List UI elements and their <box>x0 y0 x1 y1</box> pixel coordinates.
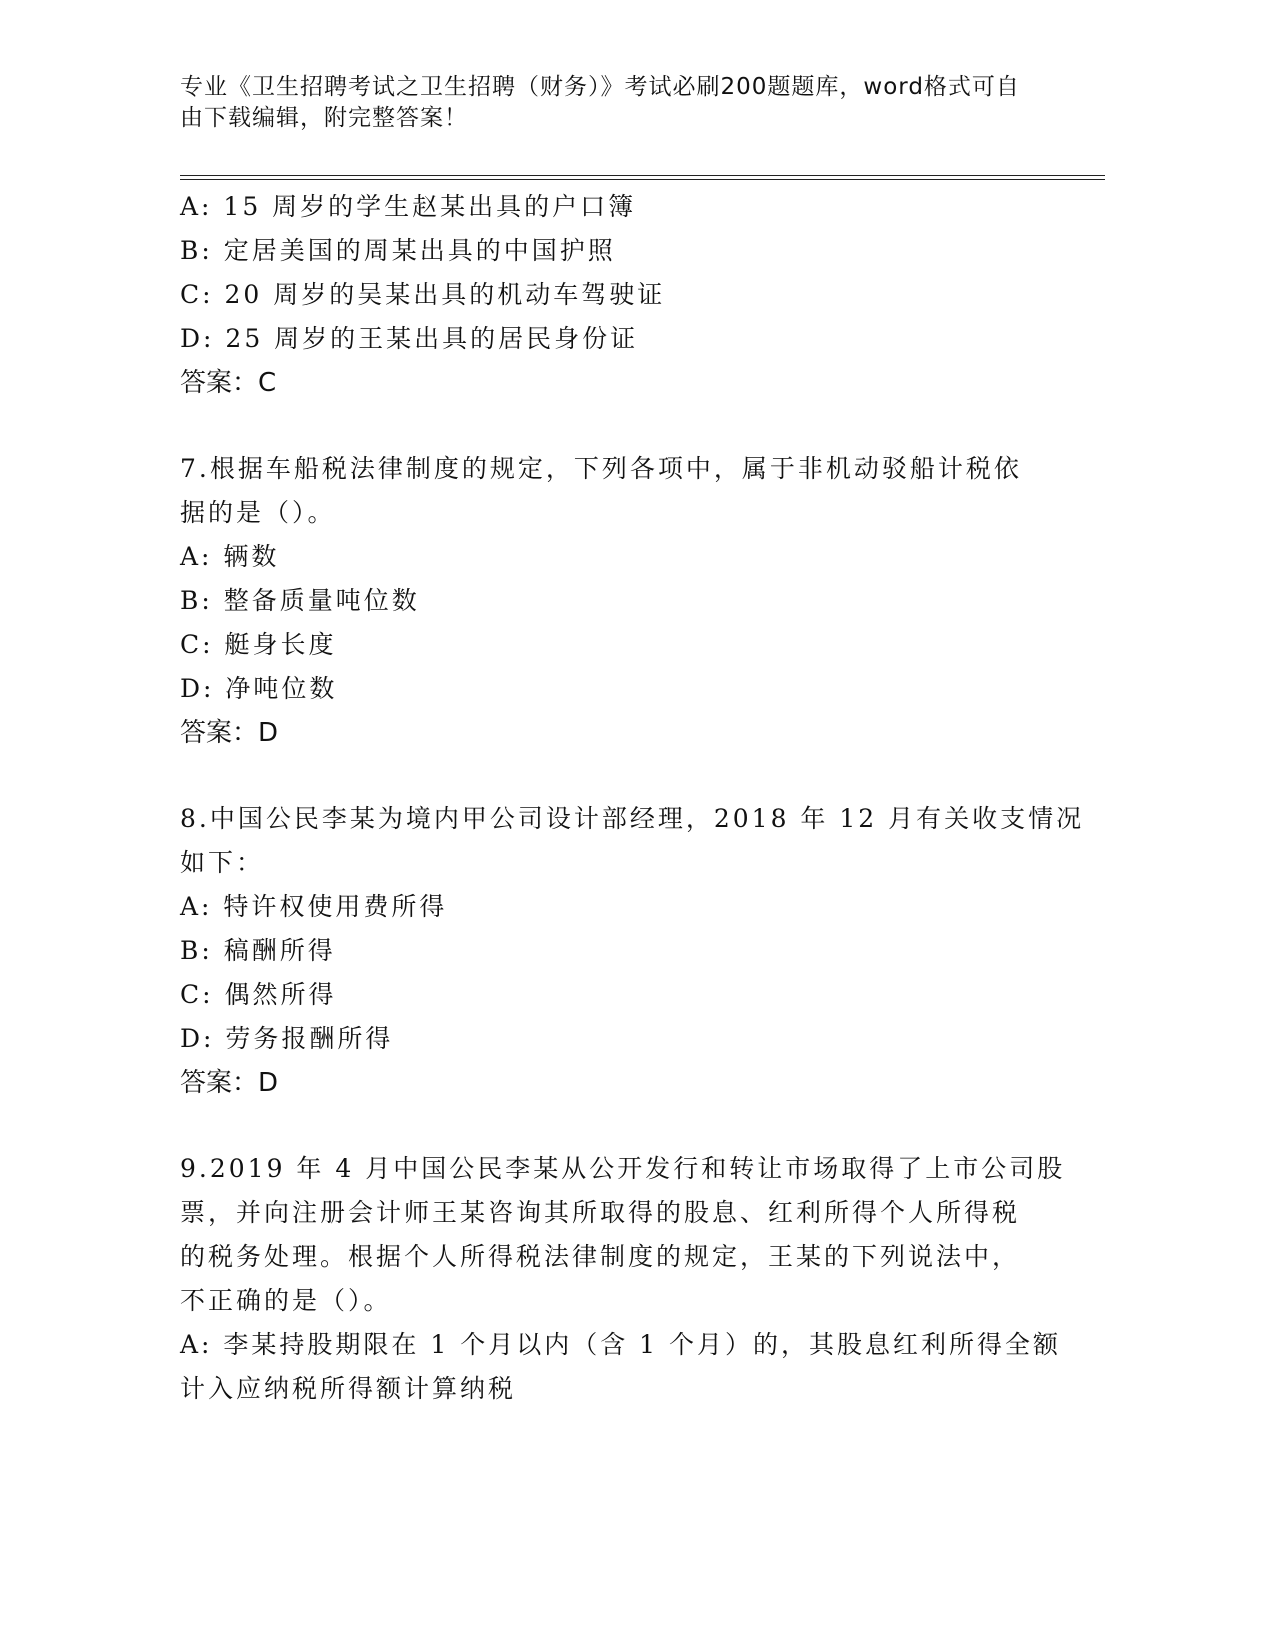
answer-line: 答案：D <box>180 1068 279 1098</box>
option-a-continued: 计入应纳税所得额计算纳税 <box>180 1374 517 1403</box>
option-d: D: 劳务报酬所得 <box>180 1024 394 1053</box>
option-c: C: 艇身长度 <box>180 630 337 659</box>
question-stem-line: 票，并向注册会计师王某咨询其所取得的股息、红利所得个人所得税 <box>180 1198 1021 1227</box>
question-list <box>180 185 1085 1411</box>
question-stem-line: 9.2019 年 4 月中国公民李某从公开发行和转让市场取得了上市公司股 <box>180 1154 1066 1183</box>
question-stem <box>180 447 1040 535</box>
block-gap <box>180 755 1040 797</box>
question-stem <box>180 797 1085 885</box>
question-block-9 <box>180 1147 1066 1411</box>
document-header <box>180 72 1040 134</box>
header-divider <box>180 175 1105 180</box>
question-stem-line: 如下： <box>180 848 265 877</box>
question-block-8 <box>180 797 1085 1105</box>
question-stem <box>180 1147 1066 1323</box>
question-stem-line: 据的是（）。 <box>180 498 336 527</box>
block-gap <box>180 1105 1040 1147</box>
question-stem-line: 的税务处理。根据个人所得税法律制度的规定，王某的下列说法中， <box>180 1242 1021 1271</box>
question-stem-line: 8.中国公民李某为境内甲公司设计部经理，2018 年 12 月有关收支情况 <box>180 804 1085 833</box>
answer-line: 答案：D <box>180 718 279 748</box>
option-b: B: 定居美国的周某出具的中国护照 <box>180 236 616 265</box>
option-c: C: 20 周岁的吴某出具的机动车驾驶证 <box>180 280 666 309</box>
question-stem-line: 不正确的是（）。 <box>180 1286 392 1315</box>
question-stem-line: 7.根据车船税法律制度的规定，下列各项中，属于非机动驳船计税依 <box>180 454 1022 483</box>
option-a: A: 特许权使用费所得 <box>180 892 448 921</box>
block-gap <box>180 405 1040 447</box>
option-a: A: 辆数 <box>180 542 280 571</box>
question-block-7 <box>180 447 1040 755</box>
header-title-line-1: 专业《卫生招聘考试之卫生招聘（财务）》考试必刷200题题库，word格式可自 <box>180 74 1020 100</box>
option-d: D: 净吨位数 <box>180 674 338 703</box>
question-block-6 <box>180 185 1040 405</box>
option-d: D: 25 周岁的王某出具的居民身份证 <box>180 324 639 353</box>
option-c: C: 偶然所得 <box>180 980 337 1009</box>
option-a: A: 李某持股期限在 1 个月以内（含 1 个月）的，其股息红利所得全额 <box>180 1330 1062 1359</box>
option-b: B: 整备质量吨位数 <box>180 586 420 615</box>
answer-line: 答案：C <box>180 368 277 398</box>
option-b: B: 稿酬所得 <box>180 936 336 965</box>
option-a: A: 15 周岁的学生赵某出具的户口簿 <box>180 192 637 221</box>
header-title-line-2: 由下载编辑，附完整答案！ <box>180 105 468 131</box>
